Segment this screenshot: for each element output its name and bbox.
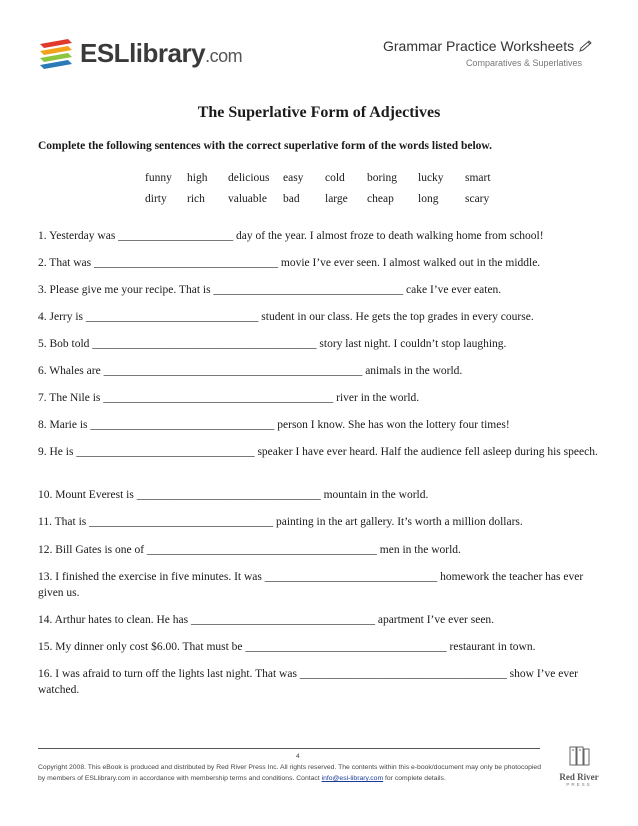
word-bank-item: bad — [283, 193, 300, 205]
question-1: 1. Yesterday was ____________________ day of the year. I almost froze to death walking home from school! — [38, 230, 544, 242]
question-15: 15. My dinner only cost $6.00. That must be ___________________________________ restaurant in town. — [38, 641, 536, 653]
question-14: 14. Arthur hates to clean. He has ________________________________ apartment I’ve ever seen. — [38, 614, 495, 626]
word-bank-item: scary — [465, 193, 490, 205]
publisher-press-label: PRESS — [566, 782, 592, 787]
question-5: 5. Bob told _______________________________________ story last night. I couldn’t stop laughing. — [38, 338, 507, 350]
question-2: 2. That was ________________________________ movie I’ve ever seen. I almost walked out in the middle. — [38, 257, 541, 269]
question-12: 12. Bill Gates is one of ________________________________________ men in the world. — [38, 544, 461, 556]
question-9: 9. He is _______________________________ speaker I have ever heard. Half the audience fell asleep during his speech. — [38, 446, 598, 458]
contact-email-link[interactable]: info@esl-library.com — [321, 775, 384, 782]
word-bank-item: delicious — [228, 172, 270, 184]
question-4: 4. Jerry is ______________________________ student in our class. He gets the top grades in every course. — [38, 311, 534, 323]
question-10: 10. Mount Everest is ________________________________ mountain in the world. — [38, 489, 429, 501]
word-bank-item: dirty — [145, 193, 167, 205]
word-bank-item: lucky — [418, 172, 444, 184]
logo-wordmark: ESLlibrary — [80, 38, 206, 68]
worksheet-series-title: Grammar Practice Worksheets — [383, 38, 594, 54]
question-6: 6. Whales are _____________________________________________ animals in the world. — [38, 365, 463, 377]
page-title: The Superlative Form of Adjectives — [197, 104, 441, 121]
question-7: 7. The Nile is ________________________________________ river in the world. — [38, 392, 420, 404]
word-bank-item: boring — [367, 172, 398, 184]
esl-library-logo — [38, 36, 243, 76]
publisher-name: Red River — [559, 772, 599, 782]
word-bank-item: funny — [145, 172, 172, 184]
word-bank-item: cheap — [367, 193, 394, 205]
question-16: 16. I was afraid to turn off the lights last night. That was ____________________________________ show I’ve ever watched. — [38, 668, 579, 696]
question-3: 3. Please give me your recipe. That is _________________________________ cake I’ve ever eaten. — [38, 284, 502, 296]
question-11: 11. That is ________________________________ painting in the art gallery. It’s worth a million dollars. — [38, 516, 523, 528]
instructions: Complete the following sentences with the correct superlative form of the words listed below. — [38, 140, 492, 152]
red-river-press-logo — [556, 744, 602, 794]
footer-divider — [38, 748, 540, 749]
word-bank-item: easy — [283, 172, 304, 184]
pencil-icon — [578, 39, 594, 53]
word-bank-item: long — [418, 193, 439, 205]
worksheet-subtitle: Comparatives & Superlatives — [465, 58, 582, 68]
word-bank-item: cold — [325, 172, 345, 184]
question-8: 8. Marie is ________________________________ person I know. She has won the lottery four times! — [38, 419, 510, 431]
word-bank-item: rich — [187, 193, 205, 205]
stacked-books-icon — [38, 36, 74, 72]
word-bank-item: large — [325, 193, 348, 205]
question-13: 13. I finished the exercise in five minutes. It was ______________________________ homework the teacher has ever given us. — [38, 571, 584, 599]
word-bank-item: valuable — [228, 193, 267, 205]
copyright-notice: Copyright 2008. This eBook is produced and distributed by Red River Press Inc. All rights reserved. The contents within this e-book/document may only be photocopied by members of ESLlibrary.com in accordance with membership terms and conditions. Contact info@esl-library.com for complete details. — [38, 764, 541, 782]
word-bank-item: smart — [465, 172, 491, 184]
page-number: 4 — [296, 753, 300, 760]
red-river-press-book-icon — [567, 744, 591, 768]
logo-suffix: .com — [205, 46, 243, 66]
word-bank-item: high — [187, 172, 208, 184]
